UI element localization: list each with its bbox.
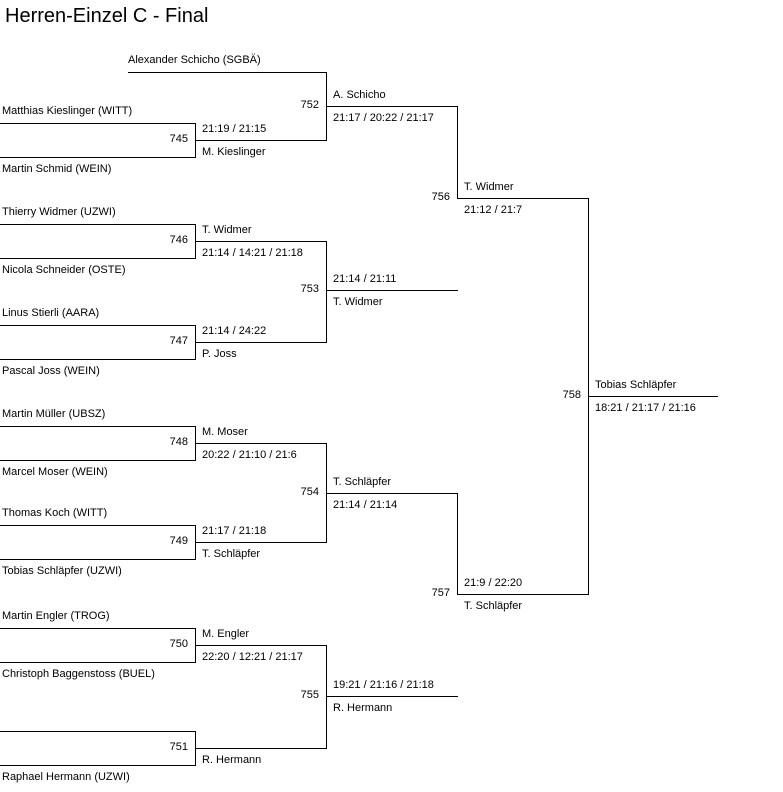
player-moser: Marcel Moser (WEIN) xyxy=(2,466,108,478)
match-755-number: 755 xyxy=(300,689,319,701)
match-750-winner: M. Engler xyxy=(202,628,250,640)
match-749-score: 21:17 / 21:18 xyxy=(202,525,267,537)
match-757-winner: T. Schläpfer xyxy=(464,600,523,612)
player-kieslinger: Matthias Kieslinger (WITT) xyxy=(2,105,133,117)
match-753-number: 753 xyxy=(300,283,319,295)
match-754-score: 21:14 / 21:14 xyxy=(333,499,398,511)
match-748-winner-line xyxy=(195,443,327,444)
match-758-winner: Tobias Schläpfer xyxy=(595,379,677,391)
line-mueller xyxy=(0,426,196,427)
match-755-winner: R. Hermann xyxy=(333,702,393,714)
match-748-winner: M. Moser xyxy=(202,426,248,438)
line-bye-slot xyxy=(0,731,196,732)
match-745-winner-line xyxy=(195,140,327,141)
match-746-number: 746 xyxy=(169,234,188,246)
match-755-winner-line xyxy=(326,696,458,697)
player-engler: Martin Engler (TROG) xyxy=(2,610,110,622)
match-745-score: 21:19 / 21:15 xyxy=(202,123,267,135)
match-750-winner-line xyxy=(195,645,327,646)
match-756-bracket xyxy=(457,106,458,199)
match-752-score: 21:17 / 20:22 / 21:17 xyxy=(333,112,434,124)
match-753-winner: T. Widmer xyxy=(333,296,383,308)
match-746-score: 21:14 / 14:21 / 21:18 xyxy=(202,247,303,259)
match-752-number: 752 xyxy=(300,99,319,111)
line-schmid xyxy=(0,157,196,158)
player-schlaepfer: Tobias Schläpfer (UZWI) xyxy=(2,565,122,577)
player-joss: Pascal Joss (WEIN) xyxy=(2,365,100,377)
match-748-number: 748 xyxy=(169,436,188,448)
match-758-number: 758 xyxy=(562,389,581,401)
match-747-score: 21:14 / 24:22 xyxy=(202,325,267,337)
match-754-number: 754 xyxy=(300,486,319,498)
line-joss xyxy=(0,359,196,360)
match-754-winner-line xyxy=(326,493,458,494)
match-756-number: 756 xyxy=(431,191,450,203)
match-748-score: 20:22 / 21:10 / 21:6 xyxy=(202,449,297,461)
line-schicho xyxy=(128,72,327,73)
match-758-winner-line xyxy=(588,396,718,397)
match-751-winner-line xyxy=(195,748,327,749)
line-schneider xyxy=(0,258,196,259)
line-koch xyxy=(0,525,196,526)
player-schneider: Nicola Schneider (OSTE) xyxy=(2,264,126,276)
match-752-winner-line xyxy=(326,106,458,107)
line-moser xyxy=(0,460,196,461)
match-747-winner-line xyxy=(195,342,327,343)
match-757-number: 757 xyxy=(431,587,450,599)
match-753-winner-line xyxy=(326,290,458,291)
match-758-score: 18:21 / 21:17 / 21:16 xyxy=(595,402,696,414)
match-754-winner: T. Schläpfer xyxy=(333,476,392,488)
match-749-winner: T. Schläpfer xyxy=(202,548,261,560)
line-kieslinger xyxy=(0,123,196,124)
match-753-score: 21:14 / 21:11 xyxy=(333,273,397,285)
match-757-score: 21:9 / 22:20 xyxy=(464,577,523,589)
match-750-score: 22:20 / 12:21 / 21:17 xyxy=(202,651,303,663)
match-751-winner: R. Hermann xyxy=(202,754,262,766)
match-749-winner-line xyxy=(195,542,327,543)
line-widmer xyxy=(0,224,196,225)
player-widmer: Thierry Widmer (UZWI) xyxy=(2,206,116,218)
player-schmid: Martin Schmid (WEIN) xyxy=(2,163,112,175)
match-755-bracket xyxy=(326,645,327,749)
match-747-winner: P. Joss xyxy=(202,348,237,360)
player-mueller: Martin Müller (UBSZ) xyxy=(2,408,106,420)
line-engler xyxy=(0,628,196,629)
match-752-winner: A. Schicho xyxy=(333,89,386,101)
page-title: Herren-Einzel C - Final xyxy=(5,5,209,27)
match-756-score: 21:12 / 21:7 xyxy=(464,204,523,216)
match-757-winner-line xyxy=(457,594,589,595)
match-745-number: 745 xyxy=(169,133,188,145)
line-hermann xyxy=(0,765,196,766)
match-745-winner: M. Kieslinger xyxy=(202,146,266,158)
match-751-number: 751 xyxy=(169,741,188,753)
match-756-winner-line xyxy=(457,198,589,199)
match-746-winner: T. Widmer xyxy=(202,224,252,236)
match-750-number: 750 xyxy=(169,638,188,650)
match-756-winner: T. Widmer xyxy=(464,181,514,193)
line-schlaepfer xyxy=(0,559,196,560)
match-749-number: 749 xyxy=(169,535,188,547)
match-753-bracket xyxy=(326,241,327,343)
match-746-winner-line xyxy=(195,241,327,242)
player-stierli: Linus Stierli (AARA) xyxy=(2,307,100,319)
match-755-score: 19:21 / 21:16 / 21:18 xyxy=(333,679,434,691)
line-stierli xyxy=(0,325,196,326)
player-koch: Thomas Koch (WITT) xyxy=(2,507,108,519)
match-757-bracket xyxy=(457,493,458,595)
player-hermann: Raphael Hermann (UZWI) xyxy=(2,771,130,783)
match-747-number: 747 xyxy=(169,335,188,347)
player-baggenstoss: Christoph Baggenstoss (BUEL) xyxy=(2,668,155,680)
player-schicho: Alexander Schicho (SGBÄ) xyxy=(128,54,261,66)
line-baggenstoss xyxy=(0,662,196,663)
